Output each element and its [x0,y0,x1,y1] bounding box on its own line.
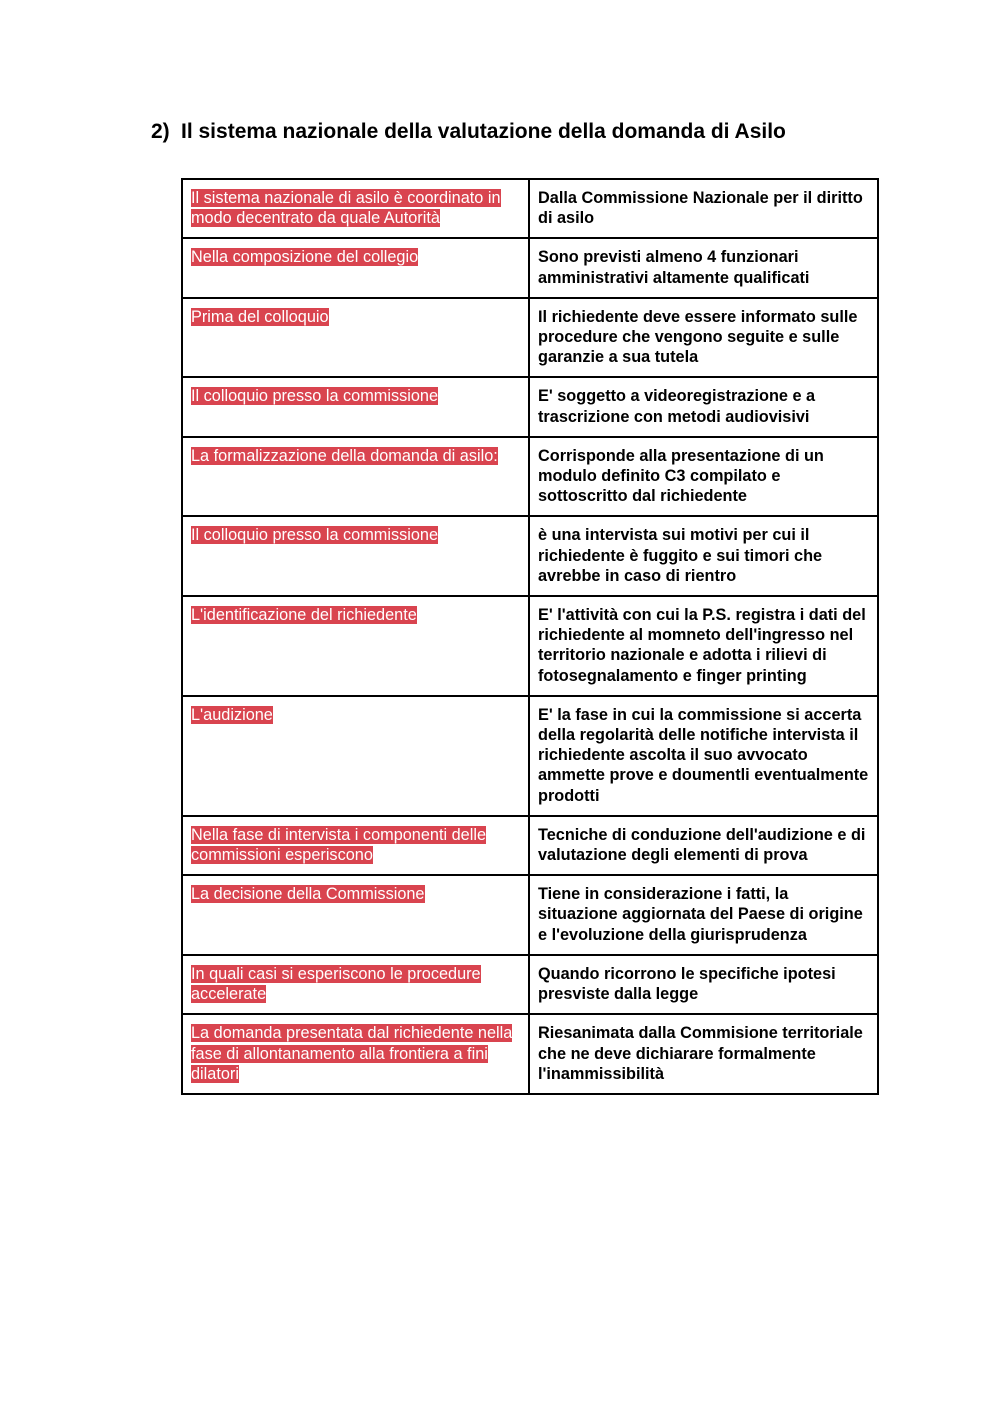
answer-cell: E' la fase in cui la commissione si accerta della regolarità delle notifiche intervista il richiedente ascolta il suo avvocato ammette prove e doumentli eventualmente prodotti [529,696,878,816]
question-text: Il colloquio presso la commissione [191,387,439,406]
question-cell [182,516,529,596]
question-text: La formalizzazione della domanda di asilo: [191,446,498,465]
table-row [182,516,878,596]
table-row [182,816,878,875]
question-text: Prima del colloquio [191,307,329,326]
section-number: 2) [151,120,170,143]
table-row [182,955,878,1014]
question-cell [182,816,529,875]
answer-cell: Sono previsti almeno 4 funzionari amministrativi altamente qualificati [529,238,878,297]
question-text: Nella fase di intervista i componenti delle commissioni esperiscono [191,825,487,865]
section-title: Il sistema nazionale della valutazione della domanda di Asilo [181,120,786,143]
question-text: L'audizione [191,705,273,724]
answer-cell: è una intervista sui motivi per cui il richiedente è fuggito e sui timori che avrebbe in caso di rientro [529,516,878,596]
question-text: La decisione della Commissione [191,885,425,904]
question-cell [182,955,529,1014]
question-text: In quali casi si esperiscono le procedure accelerate [191,964,481,1004]
section-heading [151,120,786,144]
question-text: Il sistema nazionale di asilo è coordinato in modo decentrato da quale Autorità [191,189,501,228]
table-row [182,238,878,297]
answer-cell: Il richiedente deve essere informato sulle procedure che vengono seguite e sulle garanzie a sua tutela [529,298,878,378]
question-cell [182,437,529,517]
answer-cell: E' soggetto a videoregistrazione e a trascrizione con metodi audiovisivi [529,377,878,436]
table-row [182,179,878,238]
answer-cell: Tecniche di conduzione dell'audizione e di valutazione degli elementi di prova [529,816,878,875]
question-cell [182,377,529,436]
table-row [182,437,878,517]
table-row [182,875,878,955]
question-text: L'identificazione del richiedente [191,606,417,625]
question-cell [182,596,529,696]
question-answer-table [181,178,879,1095]
question-cell [182,298,529,378]
question-text: Il colloquio presso la commissione [191,526,439,545]
answer-cell: Dalla Commissione Nazionale per il diritto di asilo [529,179,878,238]
table-row [182,1014,878,1094]
answer-cell: Tiene in considerazione i fatti, la situazione aggiornata del Paese di origine e l'evoluzione della giurisprudenza [529,875,878,955]
question-cell [182,696,529,816]
answer-cell: Quando ricorrono le specifiche ipotesi presviste dalla legge [529,955,878,1014]
table-row [182,298,878,378]
question-cell [182,875,529,955]
question-text: La domanda presentata dal richiedente nella fase di allontanamento alla frontiera a fini dilatori [191,1024,513,1083]
question-cell [182,1014,529,1094]
question-text: Nella composizione del collegio [191,248,419,267]
question-cell [182,238,529,297]
answer-cell: E' l'attività con cui la P.S. registra i dati del richiedente al momneto dell'ingresso nel territorio nazionale e adotta i rilievi di fotosegnalamento e finger printing [529,596,878,696]
table-row [182,596,878,696]
answer-cell: Corrisponde alla presentazione di un modulo definito C3 compilato e sottoscritto dal richiedente [529,437,878,517]
answer-cell: Riesanimata dalla Commisione territoriale che ne deve dichiarare formalmente l'inammissibilità [529,1014,878,1094]
table-row [182,696,878,816]
question-cell [182,179,529,238]
table-row [182,377,878,436]
